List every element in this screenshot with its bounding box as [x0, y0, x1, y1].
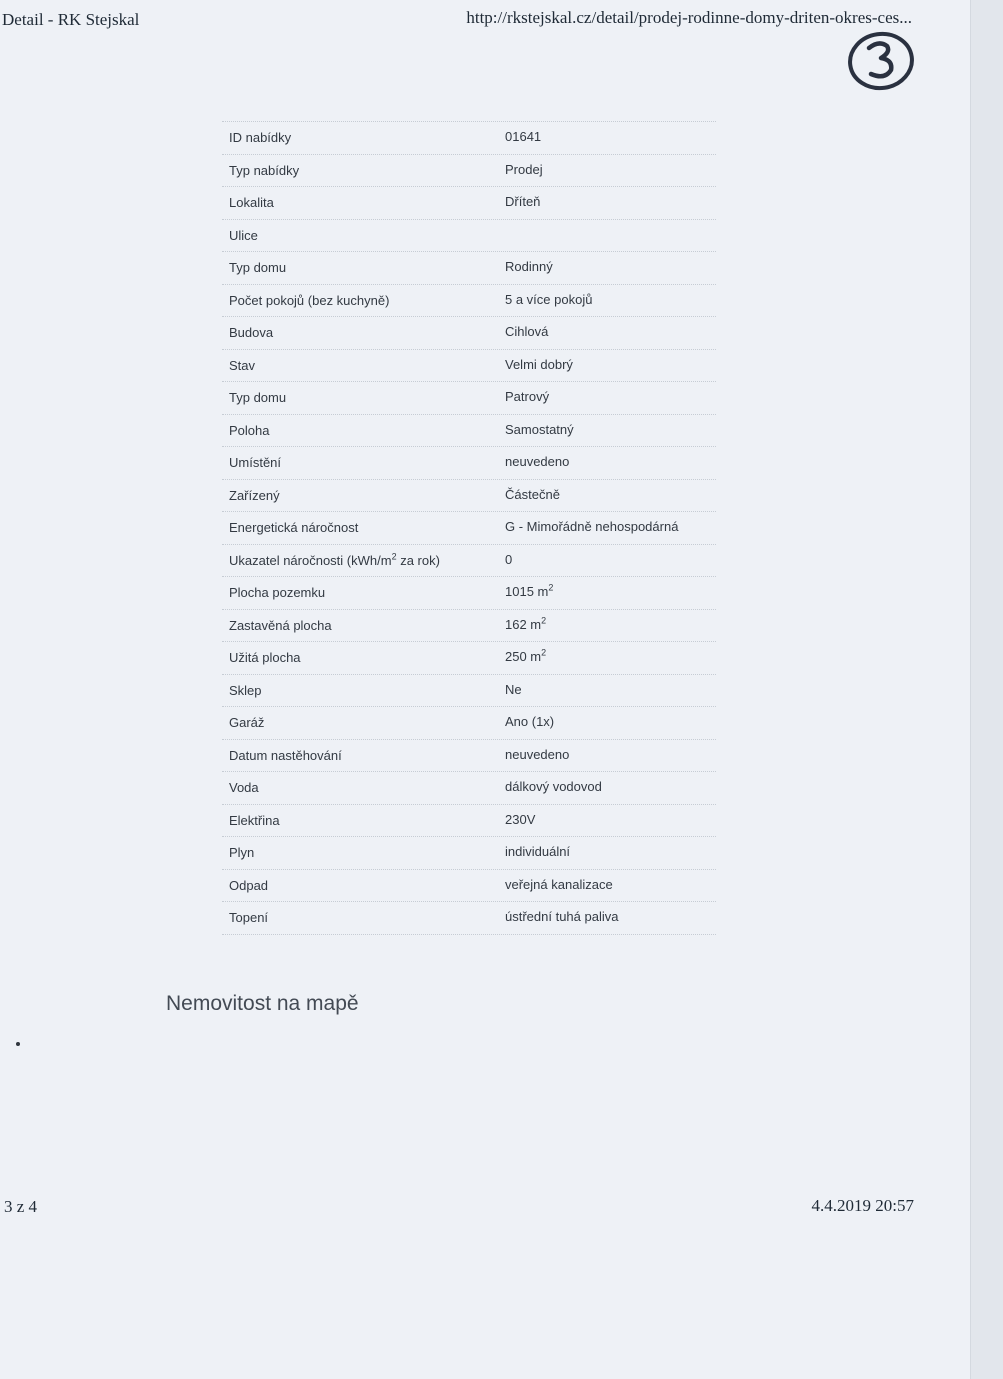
row-value: individuální: [505, 844, 571, 859]
row-label: Budova: [229, 325, 274, 340]
footer-page-number: 3 z 4: [4, 1197, 38, 1216]
row-label: Typ domu: [229, 260, 287, 275]
footer-datetime: 4.4.2019 20:57: [811, 1196, 914, 1215]
table-row: [222, 837, 716, 870]
row-value: neuvedeno: [505, 746, 570, 762]
row-value: Cihlová: [505, 324, 549, 339]
scan-background-edge: [970, 0, 1003, 1379]
table-row: [222, 642, 716, 675]
row-value: G - Mimořádně nehospodárná: [505, 519, 679, 534]
row-value: 1015 $m^2$: [505, 582, 554, 599]
row-value: ústřední tuhá paliva: [505, 909, 619, 924]
table-row: [222, 317, 716, 350]
map-section-heading: Nemovitost na mapě: [166, 992, 359, 1015]
row-label: Ukazatel náročnosti ($kWh/m^2$ za rok): [229, 551, 440, 568]
row-label: Umístění: [229, 455, 282, 470]
table-row: [222, 121, 716, 155]
table-row: [222, 220, 716, 253]
handwritten-page-number-mark: [845, 28, 917, 96]
table-row: [222, 772, 716, 805]
row-value: 5 a více pokojů: [505, 291, 593, 307]
row-value: Ano (1x): [505, 714, 555, 729]
row-label: Lokalita: [229, 195, 274, 210]
row-value: Dříteň: [505, 194, 541, 209]
table-row: [222, 155, 716, 188]
table-row: [222, 512, 716, 545]
table-row: [222, 382, 716, 415]
row-value: 162 $m^2$: [505, 615, 547, 632]
row-value: Velmi dobrý: [505, 356, 573, 372]
table-row: [222, 480, 716, 513]
row-label: Garáž: [229, 715, 265, 730]
row-value: Rodinný: [505, 259, 553, 274]
table-row: [222, 252, 716, 285]
table-row: [222, 577, 716, 610]
table-row: [222, 187, 716, 220]
row-label: Topení: [229, 910, 269, 925]
row-label: Poloha: [229, 422, 270, 438]
page-url: http://rkstejskal.cz/detail/prodej-rodinne-domy-driten-okres-ces...: [466, 8, 912, 27]
row-value: Ne: [505, 681, 522, 697]
row-value: neuvedeno: [505, 454, 570, 469]
table-row: [222, 675, 716, 708]
row-label: Stav: [229, 357, 256, 373]
table-row: [222, 415, 716, 448]
row-label: Typ nabídky: [229, 162, 300, 178]
row-value: veřejná kanalizace: [505, 876, 613, 892]
row-label: Zařízený: [229, 487, 280, 503]
table-row: [222, 902, 716, 935]
table-row: [222, 447, 716, 480]
row-value: 01641: [505, 129, 542, 144]
row-value: Samostatný: [505, 421, 574, 437]
row-label: Zastavěná plocha: [229, 617, 332, 633]
table-row: [222, 610, 716, 643]
table-row: [222, 545, 716, 578]
row-value: Částečně: [505, 486, 560, 502]
row-label: Počet pokojů (bez kuchyně): [229, 292, 390, 308]
row-label: Plyn: [229, 845, 255, 860]
row-label: Datum nastěhování: [229, 747, 342, 763]
row-label: Voda: [229, 780, 259, 795]
row-label: Odpad: [229, 877, 269, 893]
row-label: Elektřina: [229, 812, 280, 828]
table-row: [222, 740, 716, 773]
scan-speck: [16, 1042, 20, 1046]
row-value: Prodej: [505, 161, 543, 177]
row-value: 0: [505, 551, 513, 567]
table-row: [222, 870, 716, 903]
row-label: Užitá plocha: [229, 650, 301, 665]
row-value: Patrový: [505, 389, 550, 404]
table-row: [222, 707, 716, 740]
row-label: Sklep: [229, 682, 262, 698]
row-label: Energetická náročnost: [229, 520, 359, 535]
page-title: Detail - RK Stejskal: [2, 10, 140, 29]
property-table: [222, 121, 716, 935]
row-value: 230V: [505, 811, 536, 827]
row-label: Plocha pozemku: [229, 585, 326, 600]
row-value: 250 $m^2$: [505, 647, 547, 664]
table-row: [222, 285, 716, 318]
row-label: Typ domu: [229, 390, 287, 405]
row-label: ID nabídky: [229, 130, 292, 145]
row-value: dálkový vodovod: [505, 779, 602, 794]
table-row: [222, 805, 716, 838]
row-label: Ulice: [229, 227, 258, 243]
table-row: [222, 350, 716, 383]
